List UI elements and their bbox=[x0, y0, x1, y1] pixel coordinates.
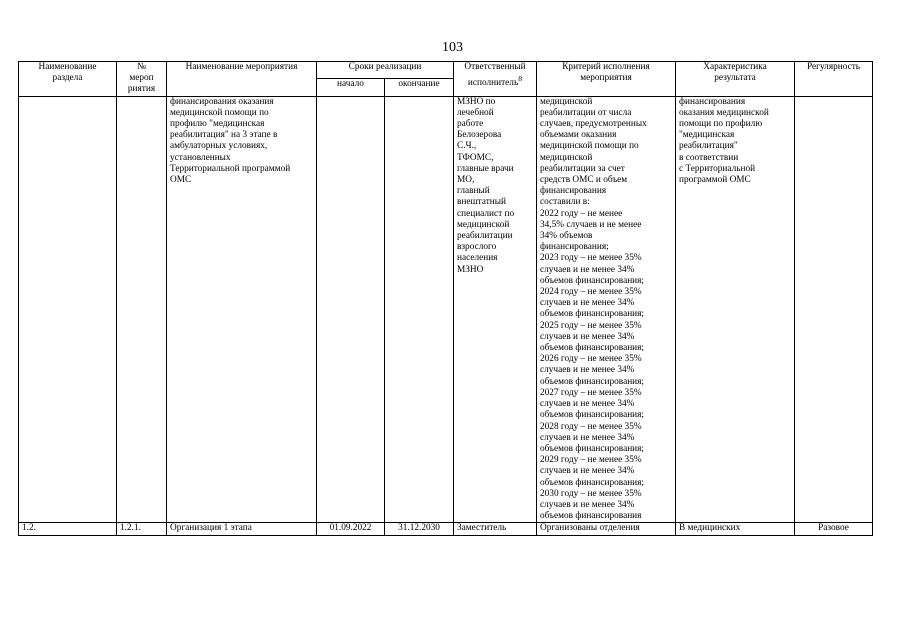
header-responsible-label: Ответственный исполнитель bbox=[464, 62, 526, 89]
table-row bbox=[19, 523, 873, 536]
header-end: окончание bbox=[385, 79, 454, 96]
cell-criterion: медицинской реабилитации от числа случаев, предусмотренных объемами оказания медицинской помощи по медицинской реабилитации за счет средств ОМС и объем финансирования составили в: 2022 году – не менее 34,5% случаев и не менее 34% объемов финансирования; 2023 году – не менее 35% случаев и не менее 34% объемов финансирования; 2024 году – не менее 35% случаев и не менее 34% объемов финансирования; 2025 году – не менее 35% случаев и не менее 34% объемов финансирования; 2026 году – не менее 35% случаев и не менее 34% объемов финансирования; 2027 году – не менее 35% случаев и не менее 34% объемов финансирования; 2028 году – не менее 35% случаев и не менее 34% объемов финансирования; 2029 году – не менее 35% случаев и не менее 34% объемов финансирования; 2030 году – не менее 35% случаев и не менее 34% объемов финансирования bbox=[537, 96, 676, 523]
cell-regularity: Разовое bbox=[795, 523, 873, 536]
header-terms: Сроки реализации bbox=[317, 62, 454, 79]
cell-event: финансирования оказания медицинской помощи по профилю "медицинская реабилитация" на 3 этапе в амбулаторных условиях, установленных Территориальной программой ОМС bbox=[167, 96, 317, 523]
cell-section bbox=[19, 96, 117, 523]
cell-criterion: Организованы отделения bbox=[537, 523, 676, 536]
events-table bbox=[18, 61, 873, 536]
cell-event: Организация 1 этапа bbox=[167, 523, 317, 536]
cell-responsible: МЗНО по лечебной работе Белозерова С.Ч., ТФОМС, главные врачи МО, главный внештатный специалист по медицинской реабилитации взрослого населения МЗНО bbox=[454, 96, 537, 523]
header-criterion: Критерий исполнения мероприятия bbox=[537, 62, 676, 97]
cell-number: 1.2.1. bbox=[117, 523, 167, 536]
header-result: Характеристика результата bbox=[676, 62, 795, 97]
header-event-name: Наименование мероприятия bbox=[167, 62, 317, 97]
header-section-name: Наименование раздела bbox=[19, 62, 117, 97]
cell-end bbox=[385, 96, 454, 523]
header-responsible-footnote: 8 bbox=[518, 74, 523, 84]
table-row bbox=[19, 96, 873, 523]
cell-result: финансирования оказания медицинской помощи по профилю "медицинская реабилитация" в соответствии с Территориальной программой ОМС bbox=[676, 96, 795, 523]
cell-number bbox=[117, 96, 167, 523]
cell-result: В медицинских bbox=[676, 523, 795, 536]
header-row bbox=[19, 62, 873, 79]
header-number: № мероп риятия bbox=[117, 62, 167, 97]
cell-start: 01.09.2022 bbox=[317, 523, 385, 536]
cell-responsible: Заместитель bbox=[454, 523, 537, 536]
cell-end: 31.12.2030 bbox=[385, 523, 454, 536]
header-start: начало bbox=[317, 79, 385, 96]
header-regularity: Регулярность bbox=[795, 62, 873, 97]
cell-regularity bbox=[795, 96, 873, 523]
cell-start bbox=[317, 96, 385, 523]
header-responsible bbox=[454, 62, 537, 97]
page-number: 103 bbox=[442, 40, 463, 55]
cell-section: 1.2. bbox=[19, 523, 117, 536]
